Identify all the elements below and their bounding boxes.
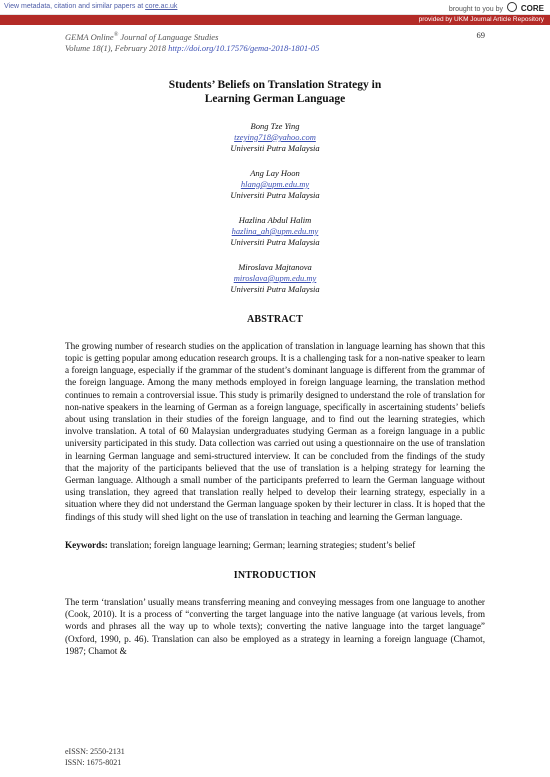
author-email[interactable]: hlang@upm.edu.my (240, 178, 310, 189)
core-attribution[interactable]: brought to you by CORE (448, 4, 544, 13)
core-banner (0, 0, 550, 15)
author-block (65, 168, 485, 201)
introduction-heading: INTRODUCTION (233, 570, 317, 582)
author-email[interactable]: miroslava@upm.edu.my (233, 272, 317, 283)
paper-page (65, 30, 485, 657)
author-block (65, 262, 485, 295)
core-logo-icon (507, 2, 517, 12)
author-name: Miroslava Majtanova (238, 261, 312, 272)
eissn: eISSN: 2550-2131 (65, 747, 125, 756)
abstract-text: The growing number of research studies on the application of translation in language learning has shown that this topic is getting popular among education research groups. It is a challenging task for a non-native speaker to learn a foreign language, especially if the grammar of the student’s dominant language is different from the grammar of the foreign language. Among the many methods employed in foreign language learning, the translation method continues to remain a controversial issue. This study is primarily designed to understand the role of translation for non-native speakers in the learning of German as a foreign language, specifically in ascertaining students’ beliefs about using translation in their studies of the foreign language, and to find out the learning strategies, which involve translation. A total of 60 Malaysian undergraduates studying German as a foreign language in a public university participated in this study. Data collection was carried out using a questionnaire on the use of translation in learning German language and semi-structured interview. It can be concluded from the findings of the study that the majority of the participants believed that the use of translation is a helping strategy for learning the German language. Although a small number of the participants preferred to learn the German language without using translation, they agreed that translation really helped to develop their learning strategy, especially in a situation where they did not understand the German language spoken by their lecturer in class. It is hoped that the findings of this study will shed light on the use of translation in teaching and learning the German language. (65, 340, 485, 522)
author-affiliation: Universiti Putra Malaysia (230, 189, 320, 200)
introduction-text: The term ‘translation’ usually means transferring meaning and conveying messages from one language to another (Cook, 2010). It is a process of “converting the target language into the native language (at various levels, from words and phrases all the way up to whole texts); converting the native language into the target language” (Oxford, 1990, p. 46). Translation can also be employed as a strategy in learning a foreign language (Chamot, 1987; Chamot & (65, 597, 485, 656)
issn: ISSN: 1675-8021 (65, 758, 122, 767)
author-email[interactable]: tzeying718@yahoo.com (234, 131, 316, 142)
author-email[interactable]: hazlina_ah@upm.edu.my (231, 225, 319, 236)
keywords-text: translation; foreign language learning; German; learning strategies; student’s belief (107, 539, 416, 550)
doi-link[interactable]: http://doi.org/10.17576/gema-2018-1801-05 (168, 42, 320, 53)
provider-bar[interactable] (0, 15, 550, 25)
paper-title: Students’ Beliefs on Translation Strategy in Learning German Language (168, 78, 382, 105)
author-block (65, 215, 485, 248)
core-brand: CORE (520, 4, 544, 13)
author-block (65, 121, 485, 154)
page-number: 69 (476, 30, 485, 40)
journal-header: GEMA Online® Journal of Language Studies Volume 18(1), February 2018 http://doi.org/10.17576/gema-2018-1801-05 69 (65, 30, 485, 53)
page-footer (65, 746, 125, 768)
author-affiliation: Universiti Putra Malaysia (230, 142, 320, 153)
abstract-heading: ABSTRACT (246, 313, 304, 325)
author-affiliation: Universiti Putra Malaysia (230, 236, 320, 247)
keywords-label: Keywords: (65, 539, 108, 550)
keywords (65, 539, 485, 551)
author-name: Ang Lay Hoon (250, 167, 300, 178)
provider-text: provided by UKM Journal Article Repository (418, 16, 544, 23)
author-name: Hazlina Abdul Halim (238, 214, 312, 225)
journal-name: GEMA Online (65, 31, 114, 42)
core-link[interactable]: core.ac.uk (145, 3, 178, 10)
metadata-notice: View metadata, citation and similar papers at core.ac.uk (4, 3, 178, 10)
author-affiliation: Universiti Putra Malaysia (230, 283, 320, 294)
journal-volume: Volume 18(1), February 2018 (65, 42, 169, 53)
author-name: Bong Tze Ying (250, 120, 300, 131)
